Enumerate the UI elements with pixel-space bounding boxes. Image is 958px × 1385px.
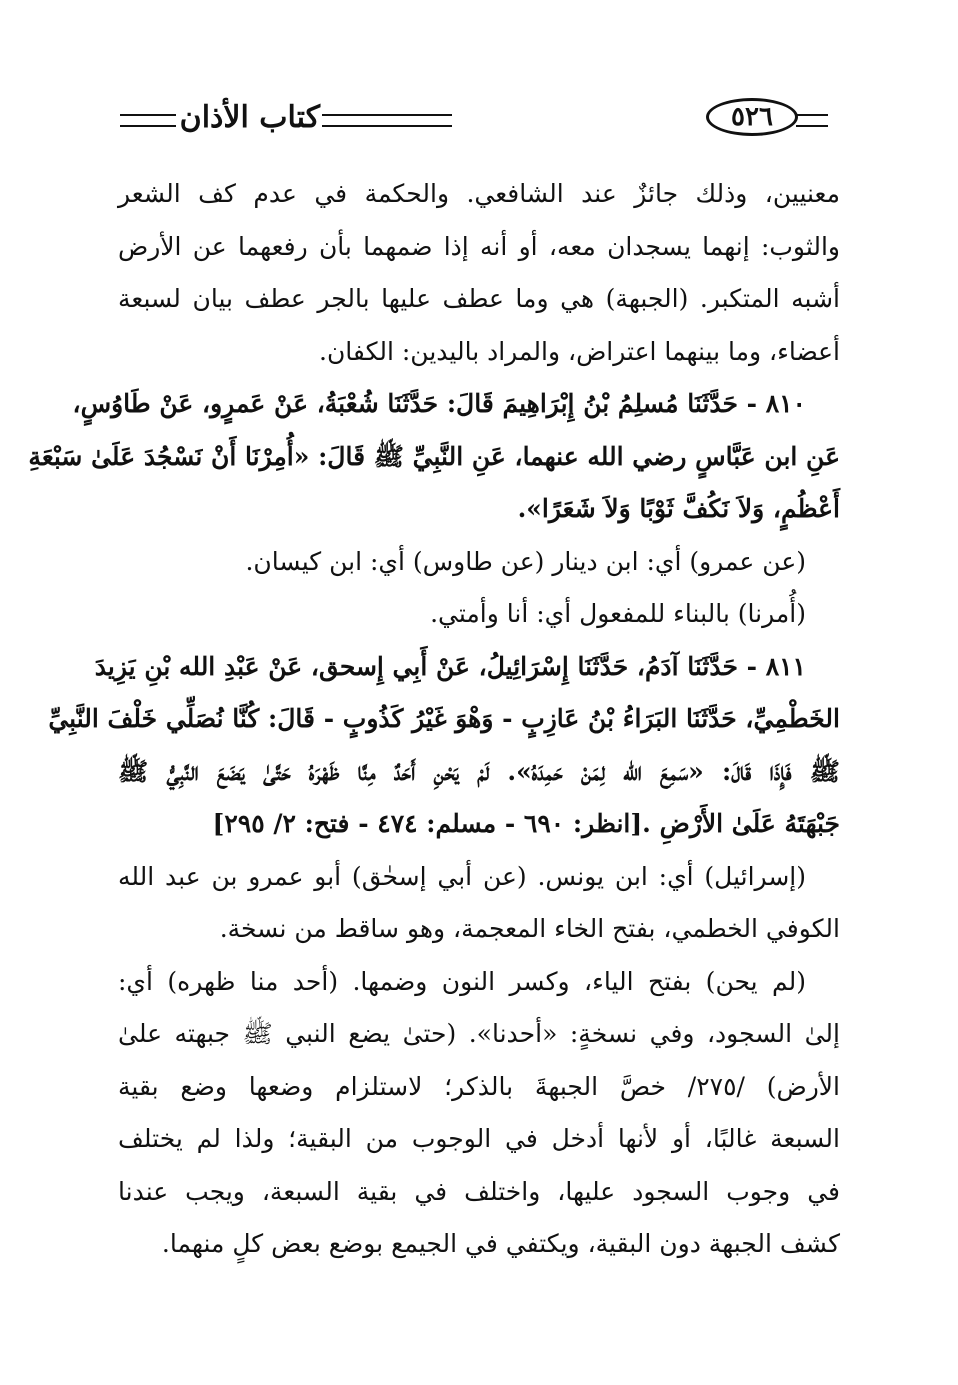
hadith-line: جَبْهَتَهُ عَلَىٰ الأَرْضِ .[انظر: ٦٩٠ - مسلم: ٤٧٤ - فتح: ٢/ ٢٩٥] [212, 809, 840, 838]
text-line: في وجوب السجود عليها، واختلف في بقية السبعة، ويجب عندنا [118, 1176, 840, 1206]
text-line: الكوفي الخطمي، بفتح الخاء المعجمة، وهو ساقط من نسخة. [219, 914, 840, 943]
hadith-line: عَنِ ابن عَبَّاسٍ رضي الله عنهما، عَنِ النَّبِيِّ ﷺ قَالَ: «أُمِرْنَا أَنْ نَسْجُدَ عَلَىٰ سَبْعَةِ [28, 441, 840, 471]
text-line: السبعة غالبًا، أو لأنها أدخل في الوجوب من البقية؛ ولذا لم يختلف [118, 1124, 840, 1153]
text-line: (لم يحن) بفتح الياء، وكسر النون وضمها. (أحد منا ظهره) أي: [118, 966, 806, 996]
page-header [120, 96, 828, 142]
text-line: (أُمرنا) بالبناء للمفعول أي: أنا وأمتي. [430, 599, 806, 628]
header-rule-left [120, 114, 176, 127]
text-line: والثوب: إنهما يسجدان معه، أو أنه إذا ضمهما بأن رفعهما عن الأرض [118, 231, 840, 261]
hadith-line: ٨١١ - حَدَّثَنَا آدَمُ، حَدَّثَنَا إِسْرَائِيلُ، عَنْ أَبِي إِسحق، عَنْ عَبْدِ الله بْنِ يَزِيدَ [94, 651, 806, 681]
text-line: (عن عمرو) أي: ابن دينار (عن طاوس) أي: ابن كيسان. [245, 546, 806, 576]
header-rule-right [796, 114, 828, 127]
page-body [28, 168, 841, 1271]
text-line: (إسرائيل) أي: ابن يونس. (عن أبي إسحٰق) أبو عمرو بن عبد الله [118, 861, 806, 891]
hadith-line: ﷺ فَإِذَا قَالَ: «سَمِعَ الله لِمَنْ حَمِدَهُ». لَمْ يَحْنِ أَحَدٌ مِنَّا ظَهْرَهُ حَتَّىٰ يَضَعَ النَّبِيُّ ﷺ [118, 756, 840, 786]
text-line: إلىٰ السجود، وفي نسخةٍ: «أحدنا». (حتىٰ يضع النبي ﷺ جبهته علىٰ [118, 1019, 840, 1048]
hadith-line: الخَطْمِيِّ، حَدَّثَنَا البَرَاءُ بْنُ عَازِبٍ - وَهْوَ غَيْرُ كَذُوبٍ - قَالَ: كُنَّا نُصَلِّي خَلْفَ النَّبِيِّ [48, 704, 840, 733]
text-line: الأرض) /٢٧٥/ خصَّ الجبهةَ بالذكر؛ لاستلزام وضعها وضع بقية [118, 1071, 841, 1101]
hadith-line: أَعْظُمٍ، وَلاَ نَكُفَّ ثَوْبًا وَلاَ شَعَرًا». [517, 494, 840, 523]
text-line: معنيين، وذلك جائزٌ عند الشافعي. والحكمة في عدم كف الشعر [118, 179, 840, 208]
page-number: ٥٢٦ [706, 98, 798, 136]
book-title: كتاب الأذان [179, 100, 320, 135]
text-line: أعضاء، وما بينهما اعتراض، والمراد باليدين: الكفان. [319, 336, 840, 366]
hadith-line: ٨١٠ - حَدَّثَنَا مُسلِمُ بْنُ إِبْرَاهِيمَ قَالَ: حَدَّثَنَا شُعْبَةُ، عَنْ عَمرٍو، عَنْ طَاوُسٍ، [72, 389, 806, 418]
text-line: أشبه المتكبر. (الجبهة) هي وما عطف عليها بالجر عطف بيان لسبعة [118, 284, 840, 313]
text-line: كشف الجبهة دون البقية، ويكتفي في الجيمع بوضع بعض كلٍ منهما. [161, 1229, 840, 1258]
header-rule-middle [322, 114, 452, 127]
